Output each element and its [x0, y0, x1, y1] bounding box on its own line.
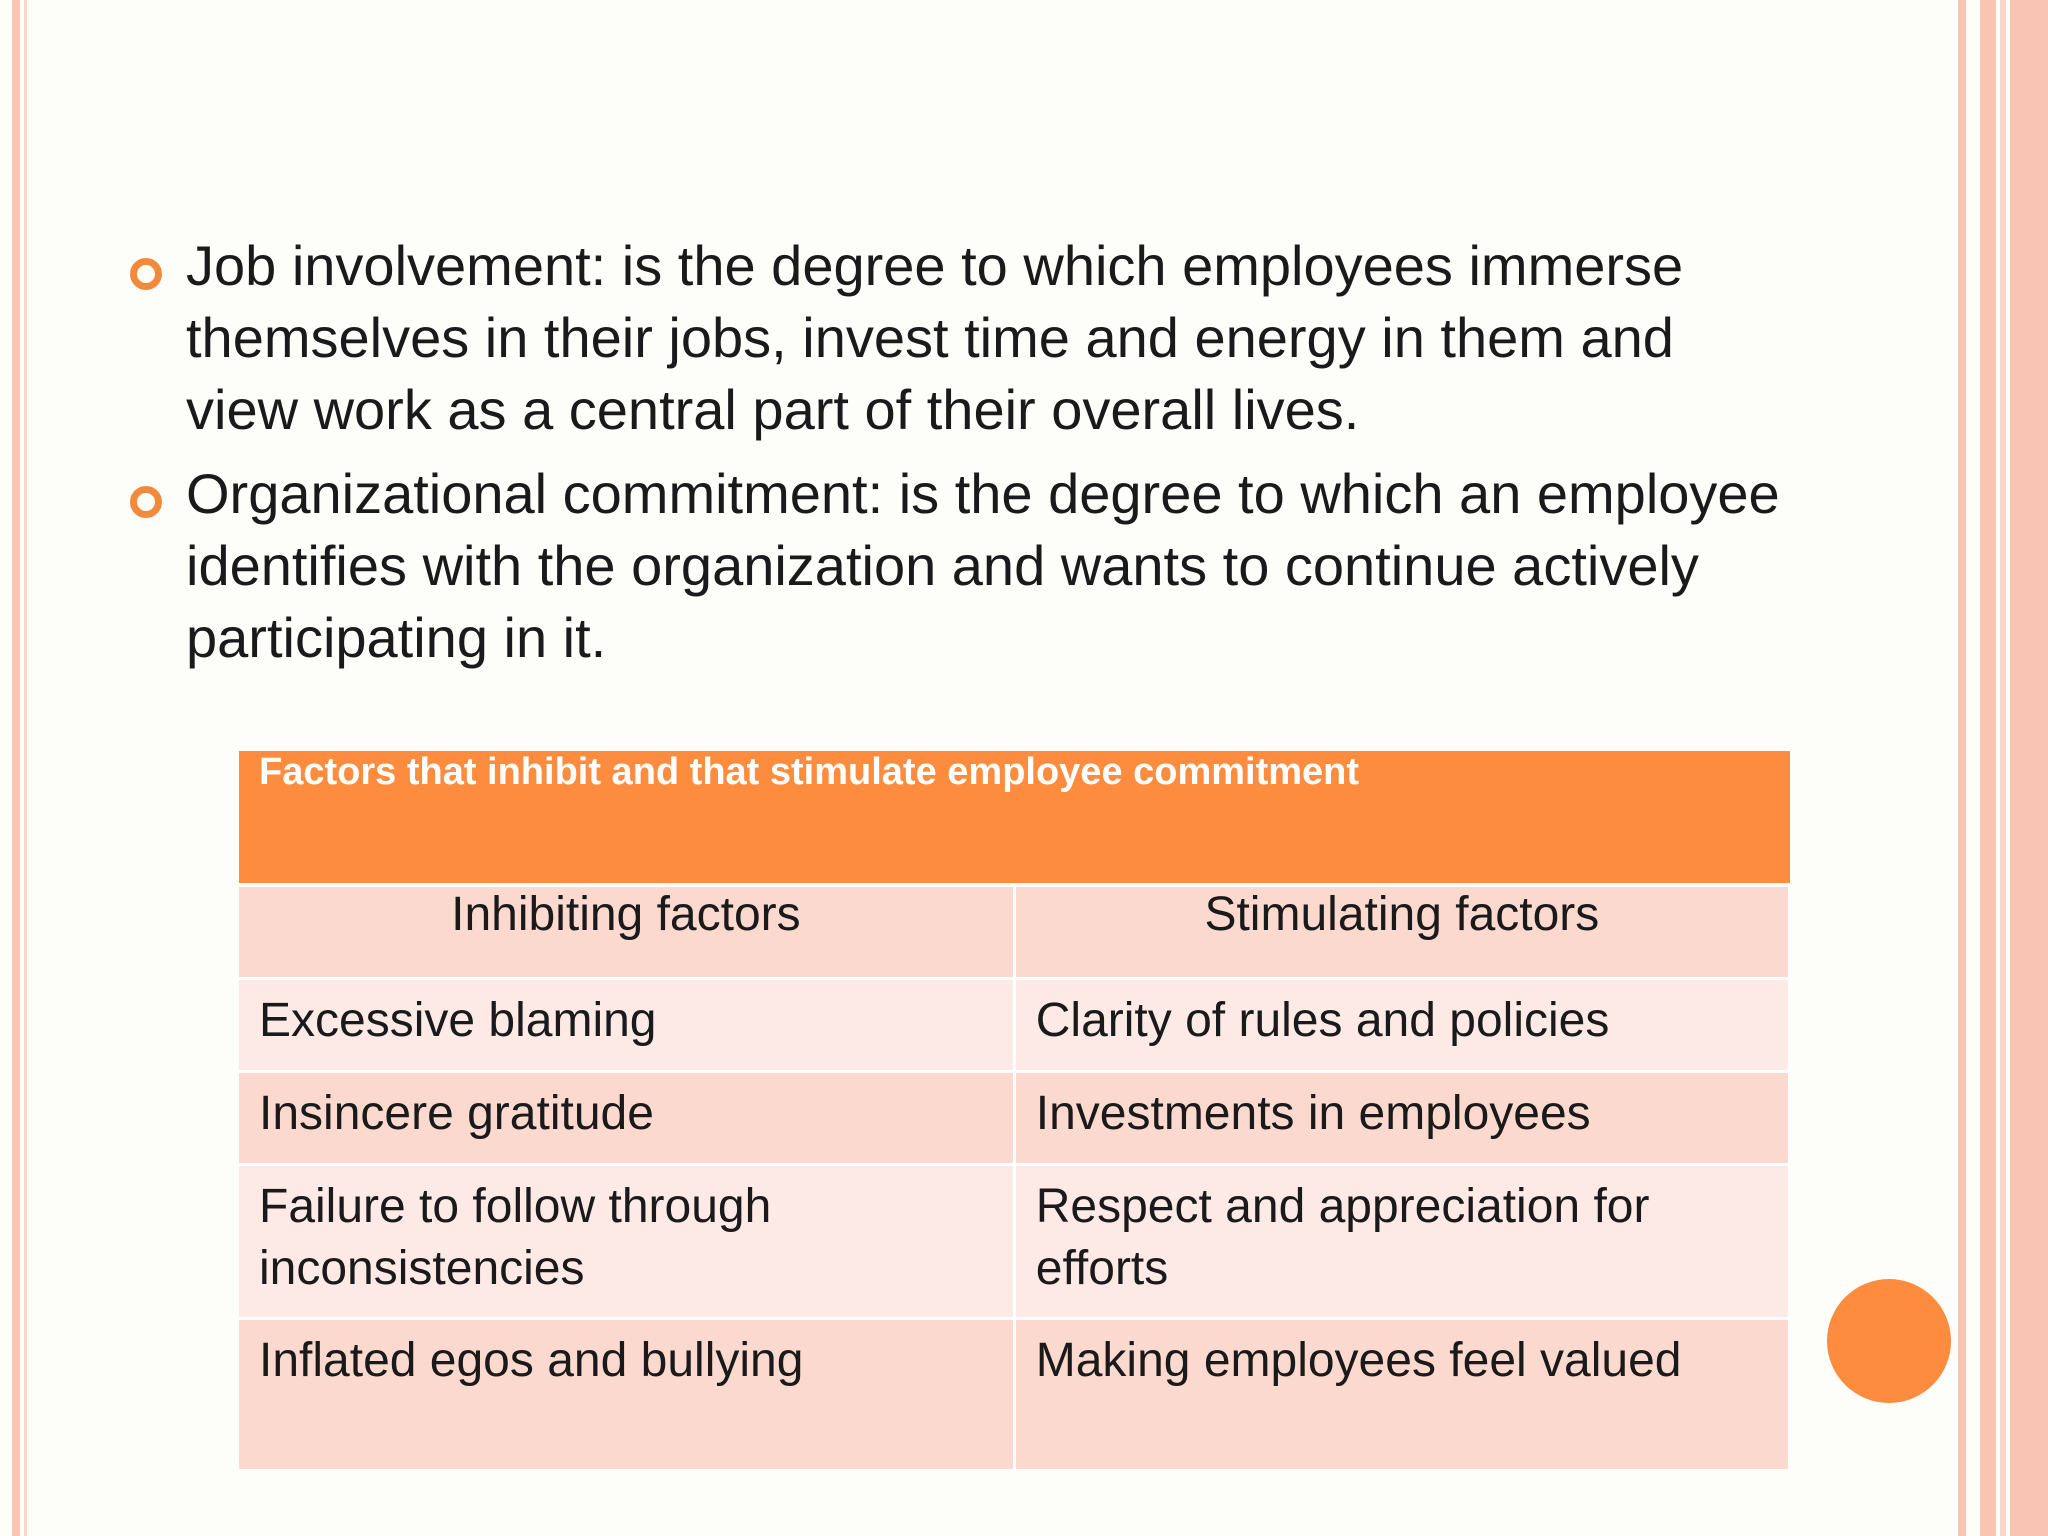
right-border-bar-3 — [2000, 0, 2006, 1536]
table-cell: Clarity of rules and policies — [1014, 979, 1789, 1072]
column-header-stimulating: Stimulating factors — [1014, 885, 1789, 979]
bullet-text: Job involvement: is the degree to which employees immerse themselves in their jobs, invest time and energy in them and view work as a central part of their overall lives. — [186, 234, 1684, 441]
table-cell: Excessive blaming — [239, 979, 1014, 1072]
table-cell: Failure to follow through inconsistencies — [239, 1165, 1014, 1319]
right-border-bar-2 — [1980, 0, 1996, 1536]
right-border-bar-4 — [2010, 0, 2048, 1536]
table-cell: Respect and appreciation for efforts — [1014, 1165, 1789, 1319]
bullet-item — [130, 230, 1780, 446]
table-title: Factors that inhibit and that stimulate employee commitment — [239, 751, 1790, 885]
decorative-orange-circle — [1827, 1279, 1951, 1403]
table-cell: Making employees feel valued — [1014, 1319, 1789, 1469]
left-border-bar — [12, 0, 20, 1536]
table-row — [239, 979, 1790, 1072]
table-row — [239, 1165, 1790, 1319]
column-header-inhibiting: Inhibiting factors — [239, 885, 1014, 979]
bullet-item — [130, 458, 1780, 674]
left-border-bar-inner — [24, 0, 27, 1536]
table-row — [239, 1072, 1790, 1165]
bullet-list — [130, 230, 1780, 686]
table-cell: Investments in employees — [1014, 1072, 1789, 1165]
bullet-text: Organizational commitment: is the degree to which an employee identifies with the organization and wants to continue actively participating in it. — [186, 462, 1780, 669]
table-row — [239, 1319, 1790, 1469]
right-border-bar — [1958, 0, 1966, 1536]
table-cell: Inflated egos and bullying — [239, 1319, 1014, 1469]
bullet-ring-icon — [130, 258, 162, 290]
commitment-factors-table — [239, 751, 1791, 1469]
bullet-ring-icon — [130, 486, 162, 518]
table-cell: Insincere gratitude — [239, 1072, 1014, 1165]
